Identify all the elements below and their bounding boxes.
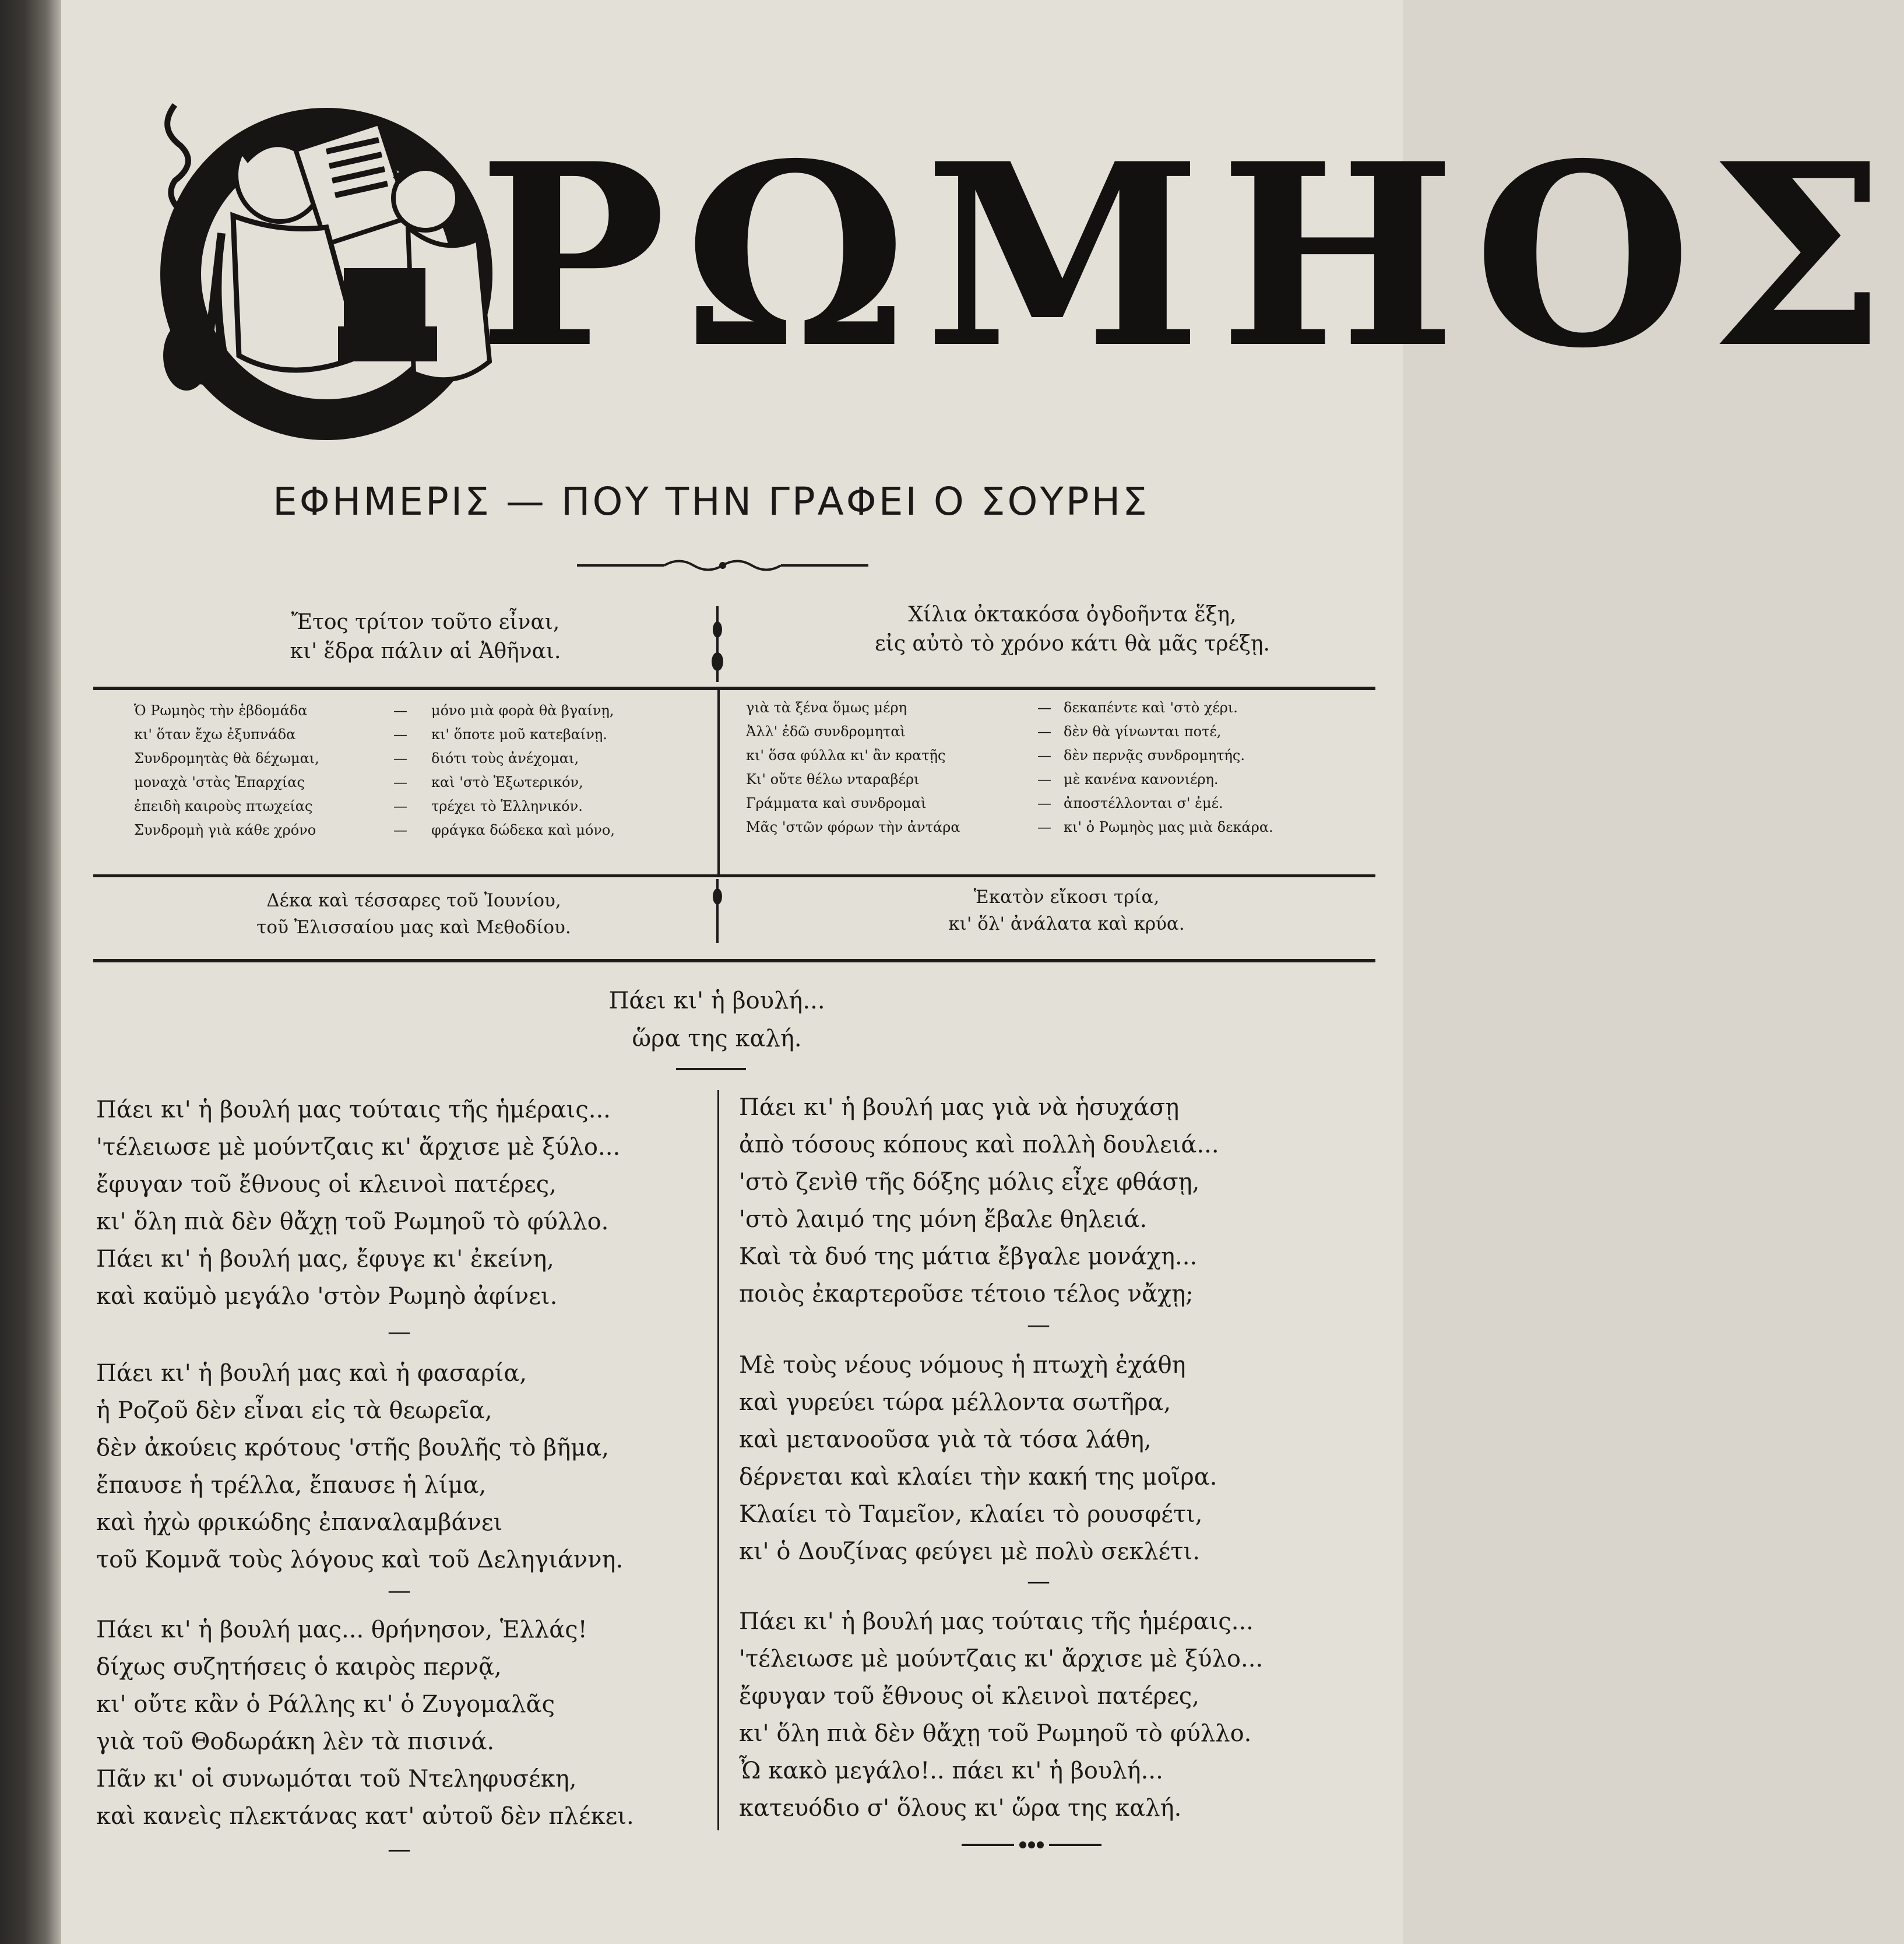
- year-left-line: Ἔτος τρίτον τοῦτο εἶναι,: [291, 610, 560, 634]
- verse-line: 'στὸ ζενὶθ τῆς δόξης μόλις εἶχε φθάσῃ,: [739, 1169, 1200, 1196]
- verse-line: ἔφυγαν τοῦ ἔθνους οἱ κλεινοὶ πατέρες,: [96, 1171, 557, 1198]
- terms-right-b: δεκαπέντε καὶ 'στὸ χέρι.: [1064, 699, 1238, 716]
- poem-column-divider: [717, 1090, 719, 1830]
- year-left-line: κι' ἕδρα πάλιν αἱ Ἀθῆναι.: [290, 639, 561, 663]
- verse-line: κι' οὔτε κἂν ὁ Ράλλης κι' ὁ Ζυγομαλᾶς: [96, 1691, 555, 1718]
- terms-right-a: Γράμματα καὶ συνδρομαὶ: [746, 795, 927, 811]
- date-right-line: κι' ὅλ' ἀνάλατα καὶ κρύα.: [948, 913, 1185, 934]
- terms-right-b: κι' ὁ Ρωμηὸς μας μιὰ δεκάρα.: [1064, 819, 1273, 835]
- terms-right-b: μὲ κανένα κανονιέρη.: [1064, 771, 1219, 788]
- terms-dash: —: [1037, 795, 1051, 811]
- verse-line: καὶ ἠχὼ φρικώδης ἐπαναλαμβάνει: [96, 1509, 503, 1536]
- terms-dash: —: [1037, 819, 1051, 835]
- verse-line: Πάει κι' ἡ βουλή μας τούταις τῆς ἡμέραις...: [739, 1608, 1254, 1635]
- verse-line: Πᾶν κι' οἱ συνωμόται τοῦ Ντεληφυσέκη,: [96, 1766, 577, 1792]
- terms-right-b: ἀποστέλλονται σ' ἐμέ.: [1064, 795, 1223, 811]
- verse-line: Καὶ τὰ δυό της μάτια ἔβγαλε μονάχη...: [739, 1243, 1198, 1270]
- terms-left-b: μόνο μιὰ φορὰ θὰ βγαίνῃ,: [431, 702, 614, 719]
- verse-line: Κλαίει τὸ Ταμεῖον, κλαίει τὸ ρουσφέτι,: [739, 1501, 1203, 1528]
- terms-left-a: κι' ὅταν ἔχω ἐξυπνάδα: [134, 726, 296, 743]
- end-ornament: [962, 1836, 1101, 1854]
- terms-right-a: Μᾶς 'στῶν φόρων τὴν ἀντάρα: [746, 819, 960, 835]
- verse-line: Πάει κι' ἡ βουλή μας, ἔφυγε κι' ἐκείνη,: [96, 1246, 554, 1272]
- terms-right-b: δὲν θὰ γίνωνται ποτέ,: [1064, 723, 1222, 740]
- verse-line: δίχως συζητήσεις ὁ καιρὸς περνᾷ,: [96, 1654, 502, 1681]
- column-ornament: [709, 606, 726, 682]
- verse-line: 'τέλειωσε μὲ μούντζαις κι' ἄρχισε μὲ ξύλο...: [739, 1646, 1264, 1672]
- verse-line: Ὦ κακὸ μεγάλο!.. πάει κι' ἡ βουλή...: [739, 1757, 1163, 1784]
- verse-line: καὶ κανεὶς πλεκτάνας κατ' αὐτοῦ δὲν πλέκει.: [96, 1803, 634, 1830]
- terms-dash: —: [393, 822, 407, 838]
- verse-line: ἔπαυσε ἡ τρέλλα, ἔπαυσε ἡ λίμα,: [96, 1472, 487, 1499]
- verse-line: γιὰ τοῦ Θοδωράκη λὲν τὰ πισινά.: [96, 1728, 495, 1755]
- stanza-separator: —: [1027, 1312, 1050, 1338]
- terms-left-a: Ὁ Ρωμηὸς τὴν ἑβδομάδα: [134, 702, 308, 719]
- date-left-line: τοῦ Ἐλισσαίου μας καὶ Μεθοδίου.: [256, 917, 571, 938]
- column-ornament: [709, 879, 726, 943]
- verse-line: κι' ὅλη πιὰ δὲν θἄχῃ τοῦ Ρωμηοῦ τὸ φύλλο.: [96, 1208, 609, 1235]
- terms-left: [128, 702, 711, 871]
- terms-dash: —: [1037, 723, 1051, 740]
- headline-line: ὥρα της καλή.: [632, 1025, 802, 1052]
- terms-right-a: κι' ὅσα φύλλα κι' ἂν κρατῇς: [746, 747, 946, 764]
- terms-dash: —: [393, 798, 407, 814]
- verse-line: Πάει κι' ἡ βουλή μας καὶ ἡ φασαρία,: [96, 1360, 527, 1387]
- verse-line: καὶ καϋμὸ μεγάλο 'στὸν Ρωμηὸ ἀφίνει.: [96, 1283, 558, 1310]
- verse-line: Πάει κι' ἡ βουλή μας γιὰ νὰ ἡσυχάσῃ: [739, 1094, 1180, 1121]
- verse-line: 'στὸ λαιμό της μόνη ἔβαλε θηλειά.: [739, 1206, 1148, 1233]
- headline-rule: [676, 1068, 746, 1070]
- verse-line: κατευόδιο σ' ὅλους κι' ὥρα της καλή.: [739, 1795, 1182, 1822]
- terms-dash: —: [1037, 771, 1051, 788]
- book-binding-edge: [0, 0, 61, 1944]
- date-right-line: Ἑκατὸν εἴκοσι τρία,: [973, 887, 1160, 908]
- stanza-separator: —: [1027, 1568, 1050, 1595]
- terms-left-b: τρέχει τὸ Ἑλληνικόν.: [431, 798, 583, 814]
- terms-right-a: Ἀλλ' ἐδῶ συνδρομηταὶ: [746, 723, 906, 740]
- masthead: [152, 82, 1904, 455]
- masthead-illustration: [152, 82, 513, 431]
- date-left-line: Δέκα καὶ τέσσαρες τοῦ Ἰουνίου,: [266, 890, 561, 911]
- terms-dash: —: [393, 750, 407, 767]
- masthead-subtitle: ΕΦΗΜΕΡΙΣ — ΠΟΥ ΤΗΝ ΓΡΑΦΕΙ Ο ΣΟΥΡΗΣ: [273, 479, 1149, 524]
- ornament-divider: [577, 554, 868, 577]
- year-right: [810, 600, 1335, 659]
- terms-dash: —: [1037, 747, 1051, 764]
- terms-dash: —: [393, 702, 407, 719]
- terms-right-a: Κι' οὔτε θέλω νταραβέρι: [746, 771, 920, 788]
- terms-left-a: Συνδρομητὰς θὰ δέχωμαι,: [134, 750, 319, 767]
- verse-line: κι' ὁ Δουζίνας φεύγει μὲ πολὺ σεκλέτι.: [739, 1538, 1200, 1565]
- year-right-line: εἰς αὐτὸ τὸ χρόνο κάτι θὰ μᾶς τρέξῃ.: [875, 632, 1270, 656]
- terms-right-b: δὲν περνᾷς συνδρομητής.: [1064, 747, 1245, 764]
- terms-left-b: κι' ὅποτε μοῦ κατεβαίνῃ.: [431, 726, 607, 743]
- terms-left-b: διότι τοὺς ἀνέχομαι,: [431, 750, 579, 767]
- date-left: [175, 887, 653, 941]
- terms-right-a: γιὰ τὰ ξένα ὅμως μέρη: [746, 699, 907, 716]
- verse-line: ἀπὸ τόσους κόπους καὶ πολλὴ δουλειά...: [739, 1131, 1219, 1158]
- terms-dash: —: [1037, 699, 1051, 716]
- year-left: [192, 608, 659, 666]
- verse-line: ποιὸς ἐκαρτεροῦσε τέτοιο τέλος νἄχῃ;: [739, 1281, 1194, 1307]
- headline-line: Πάει κι' ἡ βουλή...: [608, 987, 825, 1014]
- terms-divider: [717, 690, 720, 874]
- verse-line: Μὲ τοὺς νέους νόμους ἡ πτωχὴ ἐχάθη: [739, 1352, 1186, 1379]
- terms-dash: —: [393, 726, 407, 743]
- verse-line: ἔφυγαν τοῦ ἔθνους οἱ κλεινοὶ πατέρες,: [739, 1683, 1199, 1710]
- verse-line: τοῦ Κομνᾶ τοὺς λόγους καὶ τοῦ Δεληγιάννη.: [96, 1546, 624, 1573]
- verse-line: καὶ γυρεύει τώρα μέλλοντα σωτῆρα,: [739, 1389, 1171, 1416]
- terms-left-a: ἐπειδὴ καιροὺς πτωχείας: [134, 798, 313, 814]
- verse-line: Πάει κι' ἡ βουλή μας... θρήνησον, Ἑλλάς!: [96, 1616, 587, 1643]
- verse-line: καὶ μετανοοῦσα γιὰ τὰ τόσα λάθη,: [739, 1426, 1152, 1453]
- rule-top: [93, 687, 1375, 690]
- verse-line: ἡ Ροζοῦ δὲν εἶναι εἰς τὰ θεωρεῖα,: [96, 1397, 492, 1424]
- year-right-line: Χίλια ὀκτακόσα ὀγδοῆντα ἕξη,: [908, 603, 1237, 627]
- verse-line: δέρνεται καὶ κλαίει τὴν κακή της μοῖρα.: [739, 1464, 1217, 1490]
- masthead-title: ΡΩΜΗΟΣ: [478, 109, 1904, 403]
- poem-headline: [484, 982, 950, 1058]
- terms-dash: —: [393, 774, 407, 790]
- terms-left-a: Συνδρομὴ γιὰ κάθε χρόνο: [134, 822, 316, 838]
- date-right: [828, 884, 1305, 937]
- stanza-separator: —: [388, 1836, 411, 1863]
- rule-middle: [93, 874, 1375, 877]
- verse-line: 'τέλειωσε μὲ μούντζαις κι' ἄρχισε μὲ ξύλο...: [96, 1134, 621, 1161]
- terms-left-b: καὶ 'στὸ Ἐξωτερικόν,: [431, 774, 583, 790]
- rule-bottom: [93, 959, 1375, 962]
- terms-left-b: φράγκα δώδεκα καὶ μόνο,: [431, 822, 615, 838]
- stanza-separator: —: [388, 1319, 411, 1345]
- stanza-separator: —: [388, 1577, 411, 1604]
- terms-left-a: μοναχὰ 'στὰς Ἐπαρχίας: [134, 774, 305, 790]
- verse-line: κι' ὅλη πιὰ δὲν θἄχῃ τοῦ Ρωμηοῦ τὸ φύλλο.: [739, 1720, 1252, 1747]
- terms-right: [740, 699, 1352, 869]
- verse-line: Πάει κι' ἡ βουλή μας τούταις τῆς ἡμέραις...: [96, 1096, 611, 1123]
- verse-line: δὲν ἀκούεις κρότους 'στῆς βουλῆς τὸ βῆμα,: [96, 1435, 609, 1461]
